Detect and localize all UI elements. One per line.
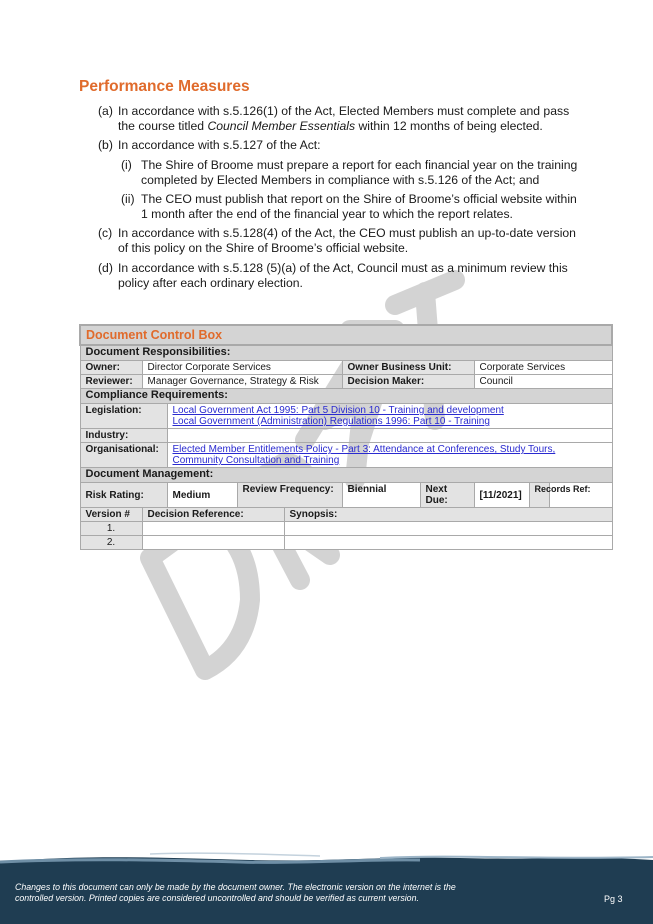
review-frequency-value: Biennial (342, 483, 420, 508)
decision-reference-cell (142, 536, 284, 550)
review-frequency-label: Review Frequency: (237, 483, 342, 508)
measure-d-label: (d) (98, 261, 113, 275)
measure-b-line1: In accordance with s.5.127 of the Act: (118, 138, 321, 152)
records-ref-label: Records Ref: (529, 483, 549, 508)
measure-a-line1: In accordance with s.5.126(1) of the Act, Elected Members must complete and pass (118, 104, 570, 118)
measure-c-label: (c) (98, 226, 113, 240)
responsibilities-heading: Document Responsibilities: (80, 345, 612, 361)
management-heading: Document Management: (80, 468, 612, 483)
footer-line2: controlled version. Printed copies are considered uncontrolled and should be verified as current version. (15, 893, 419, 903)
page-heading: Performance Measures (79, 78, 250, 95)
industry-label: Industry: (80, 429, 167, 443)
version-row-1: 1. (80, 522, 142, 536)
page-number: Pg 3 (604, 894, 623, 904)
legislation-label: Legislation: (80, 404, 167, 429)
owner-unit-label: Owner Business Unit: (342, 361, 474, 375)
measure-a (98, 104, 598, 134)
measure-b (98, 138, 598, 154)
organisational-link-line1[interactable]: Elected Member Entitlements Policy - Part 3: Attendance at Conferences, Study Tours, (172, 444, 556, 455)
measure-a-line2: the course titled Council Member Essentials within 12 months of being elected. (118, 118, 543, 133)
owner-label: Owner: (80, 361, 142, 375)
legislation-link-act[interactable]: Local Government Act 1995: Part 5 Division 10 - Training and development (172, 405, 504, 416)
version-row-2: 2. (80, 536, 142, 550)
measure-a-label: (a) (98, 104, 113, 118)
synopsis-cell (284, 522, 612, 536)
organisational-label: Organisational: (80, 443, 167, 468)
measure-b-i-line1: The Shire of Broome must prepare a report for each financial year on the training (141, 158, 578, 172)
measure-d (98, 261, 598, 291)
measure-b-ii-line1: The CEO must publish that report on the Shire of Broome’s official website within (141, 192, 577, 206)
decision-reference-header: Decision Reference: (142, 508, 284, 522)
measure-c (98, 226, 598, 256)
footer-line1: Changes to this document can only be made by the document owner. The electronic version on the internet is the (15, 882, 456, 892)
measure-b-label: (b) (98, 138, 113, 152)
next-due-value: [11/2021] (474, 483, 529, 508)
reviewer-label: Reviewer: (80, 375, 142, 389)
control-box-title: Document Control Box (80, 325, 612, 345)
decision-reference-cell (142, 522, 284, 536)
legislation-links (167, 404, 612, 429)
industry-value (167, 429, 612, 443)
measure-c-line2: of this policy on the Shire of Broome’s official website. (118, 240, 409, 255)
measure-c-line1: In accordance with s.5.128(4) of the Act, the CEO must publish an up-to-date version (118, 226, 576, 240)
measure-b-i (121, 158, 598, 188)
measure-b-ii-line2: 1 month after the end of the financial year to which the report relates. (141, 206, 513, 221)
organisational-link-line2[interactable]: Community Consultation and Training (172, 455, 340, 466)
risk-rating-value: Medium (167, 483, 237, 508)
measure-b-ii (121, 192, 598, 222)
document-control-box (79, 324, 613, 550)
decision-maker-value: Council (474, 375, 612, 389)
footer-disclaimer (15, 882, 545, 904)
owner-unit-value: Corporate Services (474, 361, 612, 375)
measure-b-i-label: (i) (121, 158, 132, 172)
measure-b-ii-label: (ii) (121, 192, 135, 206)
decision-maker-label: Decision Maker: (342, 375, 474, 389)
organisational-links (167, 443, 612, 468)
reviewer-value: Manager Governance, Strategy & Risk (142, 375, 342, 389)
legislation-link-regulations[interactable]: Local Government (Administration) Regulations 1996: Part 10 - Training (172, 416, 490, 427)
synopsis-cell (284, 536, 612, 550)
risk-rating-label: Risk Rating: (80, 483, 167, 508)
measure-b-i-line2: completed by Elected Members in compliance with s.5.126 of the Act; and (141, 172, 540, 187)
measure-d-line1: In accordance with s.5.128 (5)(a) of the Act, Council must as a minimum review this (118, 261, 568, 275)
version-header: Version # (80, 508, 142, 522)
compliance-heading: Compliance Requirements: (80, 389, 612, 404)
measure-d-line2: policy after each ordinary election. (118, 275, 303, 290)
synopsis-header: Synopsis: (284, 508, 612, 522)
next-due-label: Next Due: (420, 483, 474, 508)
owner-value: Director Corporate Services (142, 361, 342, 375)
